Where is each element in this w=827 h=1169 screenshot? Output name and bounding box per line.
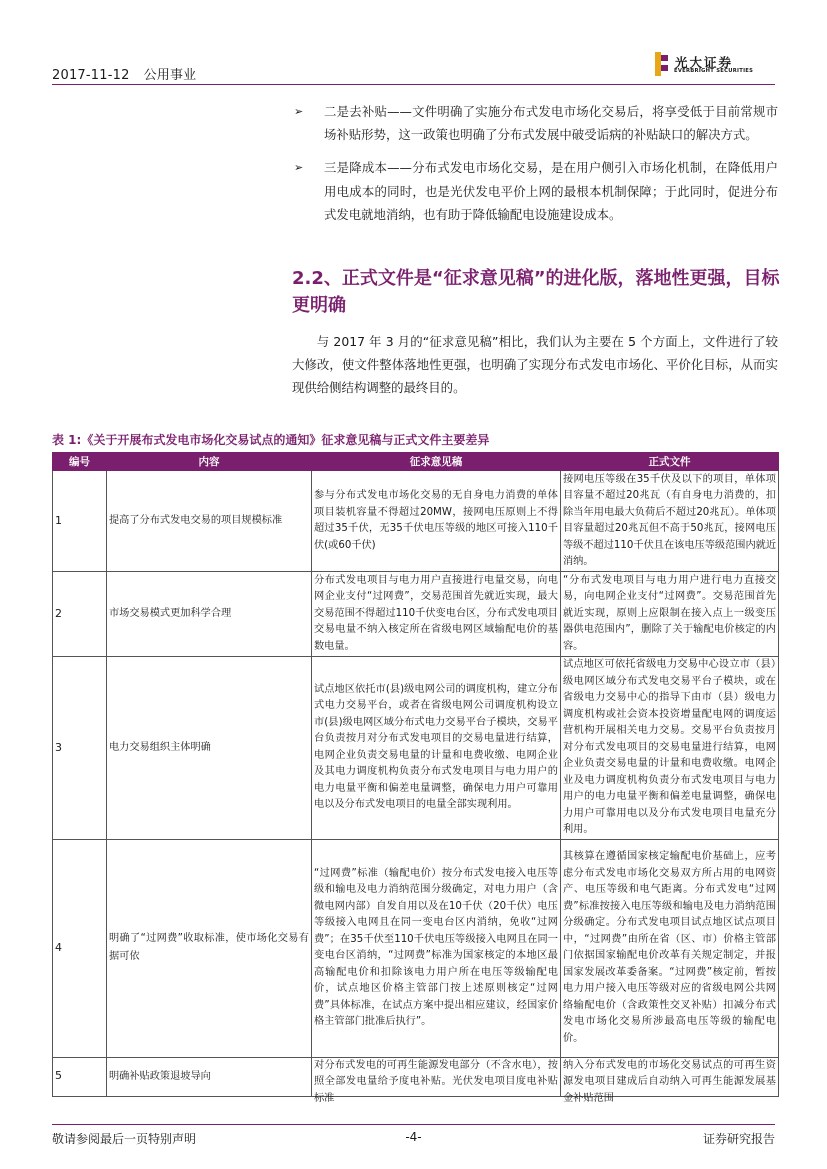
brand-name-en: EVERBRIGHT SECURITIES <box>674 68 754 74</box>
footer-disclaimer: 敬请参阅最后一页特别声明 <box>52 1132 197 1146</box>
row-final-text: 其核算在遵循国家核定输配电价基础上，应考虑分布式发电市场化交易双方所占用的电网资产、电压等级和电气距离。分布式发电“过网费”标准按接入电压等级和输电及电力消纳范围分级确定。分布式发电项目试点地区试点项目中，“过网费”由所在省（区、市）价格主管部门依据国家输配电价改革有关规定制定，并报国家发展改革委备案。“过网费”核定前，暂按电力用户接入电压等级对应的省级电网公共网络输配电价（含政策性交叉补贴）扣减分布式发电市场化交易所涉最高电压等级的输配电价。 <box>561 839 779 1057</box>
row-content: 市场交易模式更加科学合理 <box>107 572 312 657</box>
table-row <box>53 471 779 572</box>
report-header <box>52 64 196 83</box>
brand-name-cn: 光大证券 <box>675 55 734 70</box>
bullet-item <box>292 156 778 226</box>
row-number: 5 <box>53 1057 107 1096</box>
row-final-text: 接网电压等级在35千伏及以下的项目，单体项目容量不超过20兆瓦（有自身电力消费的，扣除当年用电最大负荷后不超过20兆瓦）。单体项目容量超过20兆瓦但不高于50兆瓦，接网电压等级不超过110千伏且在该电压等级范围内就近消纳。 <box>561 471 779 572</box>
row-final-text: 试点地区可依托省级电力交易中心设立市（县）级电网区域分布式发电交易平台子模块，或在省级电力交易中心的指导下由市（县）级电力调度机构或社会资本投资增量配电网的调度运营机构开展相关电力交易。交易平台负责按月对分布式发电项目的交易电量进行结算，电网企业负责交易电量的计量和电费收缴。电网企业及电力调度机构负责分布式发电项目与电力用户的电力电量平衡和偏差电量调整，确保电力用户可靠用电以及分布式发电项目电量充分利用。 <box>561 657 779 840</box>
row-content: 提高了分布式发电交易的项目规模标准 <box>107 471 312 572</box>
arrow-bullet-icon: ➢ <box>294 105 304 118</box>
row-content: 电力交易组织主体明确 <box>107 657 312 840</box>
section-title: 2.2、正式文件是“征求意见稿”的进化版，落地性更强，目标更明确 <box>292 268 780 316</box>
brand-logo-icon <box>655 52 668 76</box>
bullet-list <box>292 100 778 236</box>
footer-divider <box>52 1124 775 1125</box>
col-header-draft: 征求意见稿 <box>312 453 561 471</box>
row-content: 明确了“过网费”收取标准，使市场化交易有据可依 <box>107 839 312 1057</box>
row-final-cell <box>561 1057 779 1104</box>
comparison-table <box>52 452 779 1104</box>
row-content: 明确补贴政策退坡导向 <box>107 1057 312 1096</box>
row-final-text: 纳入分布式发电的市场化交易试点的可再生资源发电项目建成后自动纳入可再生能源发展基金补贴范围 <box>563 1059 776 1104</box>
table-row <box>53 657 779 840</box>
section-body: 与 2017 年 3 月的“征求意见稿”相比，我们认为主要在 5 个方面上，文件进行了较大修改，使文件整体落地性更强，也明确了实现分布式发电市场化、平价化目标，从而实现供给侧结构调整的最终目的。 <box>292 334 778 396</box>
bullet-text: 三是降成本——分布式发电市场化交易，是在用户侧引入市场化机制，在降低用户用电成本的同时，也是光伏发电平价上网的最根本机制保障；于此同时，促进分布式发电就地消纳，也有助于降低输配电设施建设成本。 <box>324 160 778 222</box>
table-header-row <box>53 453 779 471</box>
footer-report-type: 证券研究报告 <box>702 1132 775 1146</box>
table-row <box>53 839 779 1057</box>
row-number: 4 <box>53 839 107 1057</box>
row-number: 2 <box>53 572 107 657</box>
arrow-bullet-icon: ➢ <box>294 161 304 175</box>
row-draft-text: 对分布式发电的可再生能源发电部分（不含水电），按照全部发电量给予度电补贴。光伏发电项目度电补贴标准 <box>314 1059 558 1104</box>
row-draft-cell <box>312 1057 561 1104</box>
table-row <box>53 1057 779 1096</box>
industry-label: 公用事业 <box>143 68 197 83</box>
row-final-text: “分布式发电项目与电力用户进行电力直接交易，向电网企业支付“过网费”。交易范围首先就近实现，原则上应限制在接入点上一级变压器供电范围内”，删除了关于输配电价核定的内容。 <box>561 572 779 657</box>
row-draft-text: 试点地区依托市(县)级电网公司的调度机构，建立分布式电力交易平台，或者在省级电网公司调度机构设立市(县)级电网区域分布式电力交易平台子模块，交易平台负责按月对分布式发电项目的交易电量进行结算，电网企业负责交易电量的计量和电费收缴、电网企业及其电力调度机构负责分布式发电项目与电力用户的电力电量平衡和偏差电量调整，确保电力用户可靠用电以及分布式发电项目的电量全部实现利用。 <box>312 657 561 840</box>
table-title: 表 1:《关于开展布式发电市场化交易试点的通知》征求意见稿与正式文件主要差异 <box>52 433 490 447</box>
row-draft-text: 参与分布式发电市场化交易的无自身电力消费的单体项目装机容量不得超过20MW，接网电压原则上不得超过35千伏，无35千伏电压等级的地区可接入110千伏(或60千伏) <box>312 471 561 572</box>
table-row <box>53 572 779 657</box>
row-draft-text: 分布式发电项目与电力用户直接进行电量交易，向电网企业支付“过网费”，交易范围首先就近实现，最大交易范围不得超过110千伏变电台区，分布式发电项目交易电量不纳入核定所在省级电网区域输配电价的基数电量。 <box>312 572 561 657</box>
header-divider <box>52 84 775 85</box>
page-number: -4- <box>405 1130 422 1144</box>
col-header-number: 编号 <box>53 453 107 471</box>
col-header-content: 内容 <box>107 453 312 471</box>
report-date: 2017-11-12 <box>52 68 130 83</box>
bullet-item <box>292 100 778 146</box>
col-header-final: 正式文件 <box>561 453 779 471</box>
brand-logo <box>655 52 775 78</box>
bullet-text: 二是去补贴——文件明确了实施分布式发电市场化交易后，将享受低于目前常规市场补贴形势，这一政策也明确了分布式发展中破受诟病的补贴缺口的解决方式。 <box>324 104 778 143</box>
row-number: 1 <box>53 471 107 572</box>
row-number: 3 <box>53 657 107 840</box>
row-draft-text: “过网费”标准（输配电价）按分布式发电接入电压等级和输电及电力消纳范围分级确定，对电力用户（含微电网内部）自发自用以及在10千伏（20千伏）电压等级接入电网且在同一变电台区内消纳，免收“过网费”；在35千伏至110千伏电压等级接入电网且在同一变电台区消纳，“过网费”标准为国家核定的本地区最高输配电价和扣除该电力用户所在电压等级输配电价，试点地区价格主管部门按上述原则核定“过网费”具体标准，在试点方案中提出相应建议，经国家价格主管部门批准后执行”。 <box>312 839 561 1057</box>
